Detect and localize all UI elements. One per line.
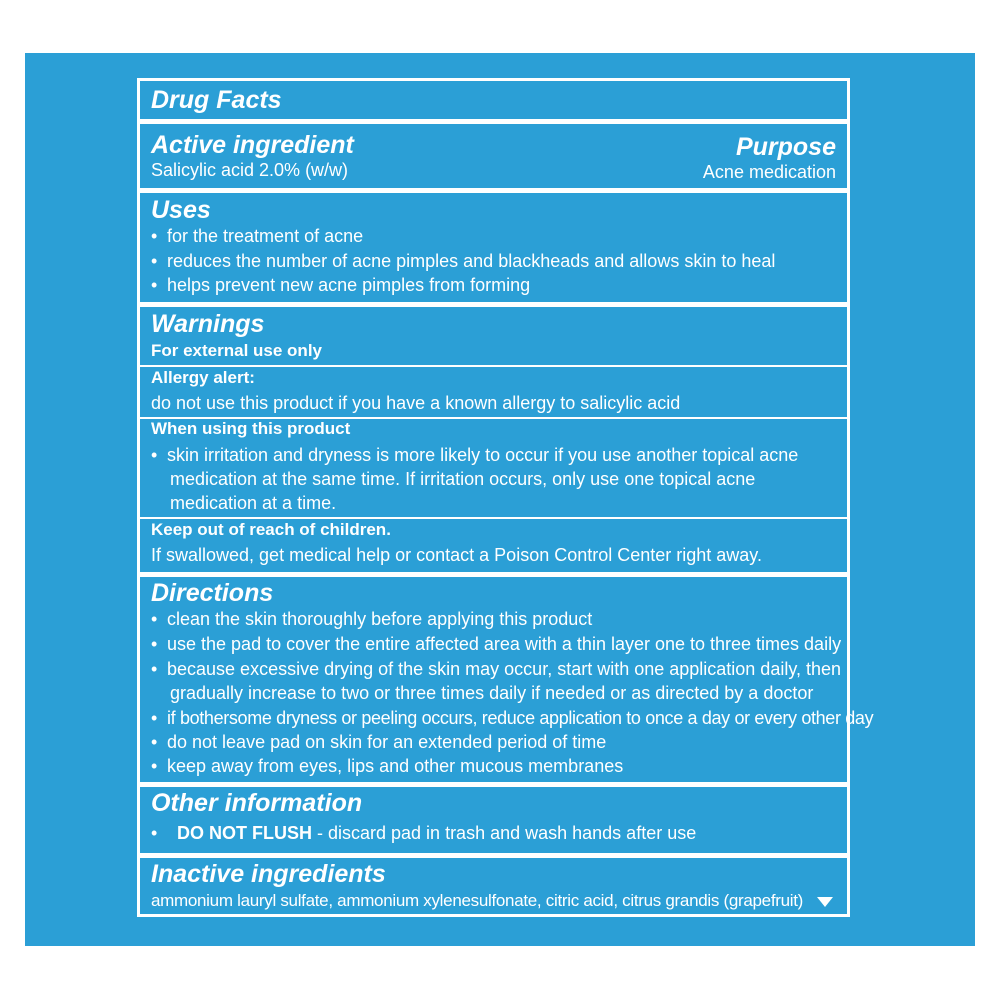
other-information-heading: Other information bbox=[151, 789, 363, 817]
drug-facts-box bbox=[137, 78, 874, 917]
active-ingredient-heading: Active ingredient bbox=[151, 131, 354, 159]
bullet: • bbox=[151, 732, 158, 752]
inactive-ingredients-heading: Inactive ingredients bbox=[151, 860, 386, 888]
uses-heading: Uses bbox=[151, 196, 211, 224]
bullet: • bbox=[151, 634, 158, 654]
purpose-value: Acne medication bbox=[702, 162, 836, 182]
divider bbox=[140, 853, 847, 858]
do-not-flush-label: DO NOT FLUSH bbox=[177, 823, 312, 843]
keep-out-of-reach-heading: Keep out of reach of children. bbox=[151, 520, 391, 539]
drug-facts-title: Drug Facts bbox=[151, 86, 282, 114]
directions-item: • keep away from eyes, lips and other mucous membranes bbox=[151, 756, 624, 776]
divider bbox=[140, 782, 847, 787]
bullet: • bbox=[151, 823, 158, 843]
directions-item: • because excessive drying of the skin may occur, start with one application daily, then bbox=[151, 659, 842, 679]
when-using-item: • skin irritation and dryness is more likely to occur if you use another topical acne bbox=[151, 445, 799, 465]
directions-item: • use the pad to cover the entire affected area with a thin layer one to three times daily bbox=[151, 634, 842, 654]
when-using-heading: When using this product bbox=[151, 419, 351, 438]
divider bbox=[140, 119, 847, 124]
divider bbox=[140, 188, 847, 193]
bullet: • bbox=[151, 756, 158, 776]
bullet: • bbox=[151, 659, 158, 679]
directions-heading: Directions bbox=[151, 579, 274, 607]
bullet: • bbox=[151, 275, 158, 295]
active-ingredient-value: Salicylic acid 2.0% (w/w) bbox=[151, 160, 349, 180]
divider bbox=[140, 572, 847, 577]
allergy-alert-text: do not use this product if you have a known allergy to salicylic acid bbox=[151, 393, 681, 413]
bullet: • bbox=[151, 226, 158, 246]
external-use-text: For external use only bbox=[151, 341, 322, 360]
directions-line: gradually increase to two or three times daily if needed or as directed by a doctor bbox=[170, 683, 814, 703]
when-using-line: medication at a time. bbox=[170, 493, 337, 513]
directions-item: • clean the skin thoroughly before applying this product bbox=[151, 609, 593, 629]
triangle-down-icon bbox=[817, 897, 833, 907]
bullet: • bbox=[151, 708, 158, 728]
purpose-heading: Purpose bbox=[735, 133, 836, 161]
uses-item: • reduces the number of acne pimples and blackheads and allows skin to heal bbox=[151, 251, 776, 271]
when-using-line: medication at the same time. If irritation occurs, only use one topical acne bbox=[170, 469, 756, 489]
inactive-ingredients-text: ammonium lauryl sulfate, ammonium xylenesulfonate, citric acid, citrus grandis (grapefruit) bbox=[151, 891, 804, 910]
uses-item: • for the treatment of acne bbox=[151, 226, 364, 246]
warnings-heading: Warnings bbox=[151, 310, 265, 338]
allergy-alert-heading: Allergy alert: bbox=[151, 368, 255, 387]
bullet: • bbox=[151, 445, 158, 465]
divider bbox=[140, 302, 847, 307]
keep-out-of-reach-text: If swallowed, get medical help or contact a Poison Control Center right away. bbox=[151, 545, 762, 565]
directions-item: • do not leave pad on skin for an extended period of time bbox=[151, 732, 607, 752]
other-information-item: • DO NOT FLUSH - discard pad in trash and wash hands after use bbox=[151, 823, 697, 843]
bullet: • bbox=[151, 251, 158, 271]
uses-item: • helps prevent new acne pimples from forming bbox=[151, 275, 531, 295]
directions-item: • if bothersome dryness or peeling occurs, reduce application to once a day or every other day bbox=[151, 708, 874, 728]
bullet: • bbox=[151, 609, 158, 629]
